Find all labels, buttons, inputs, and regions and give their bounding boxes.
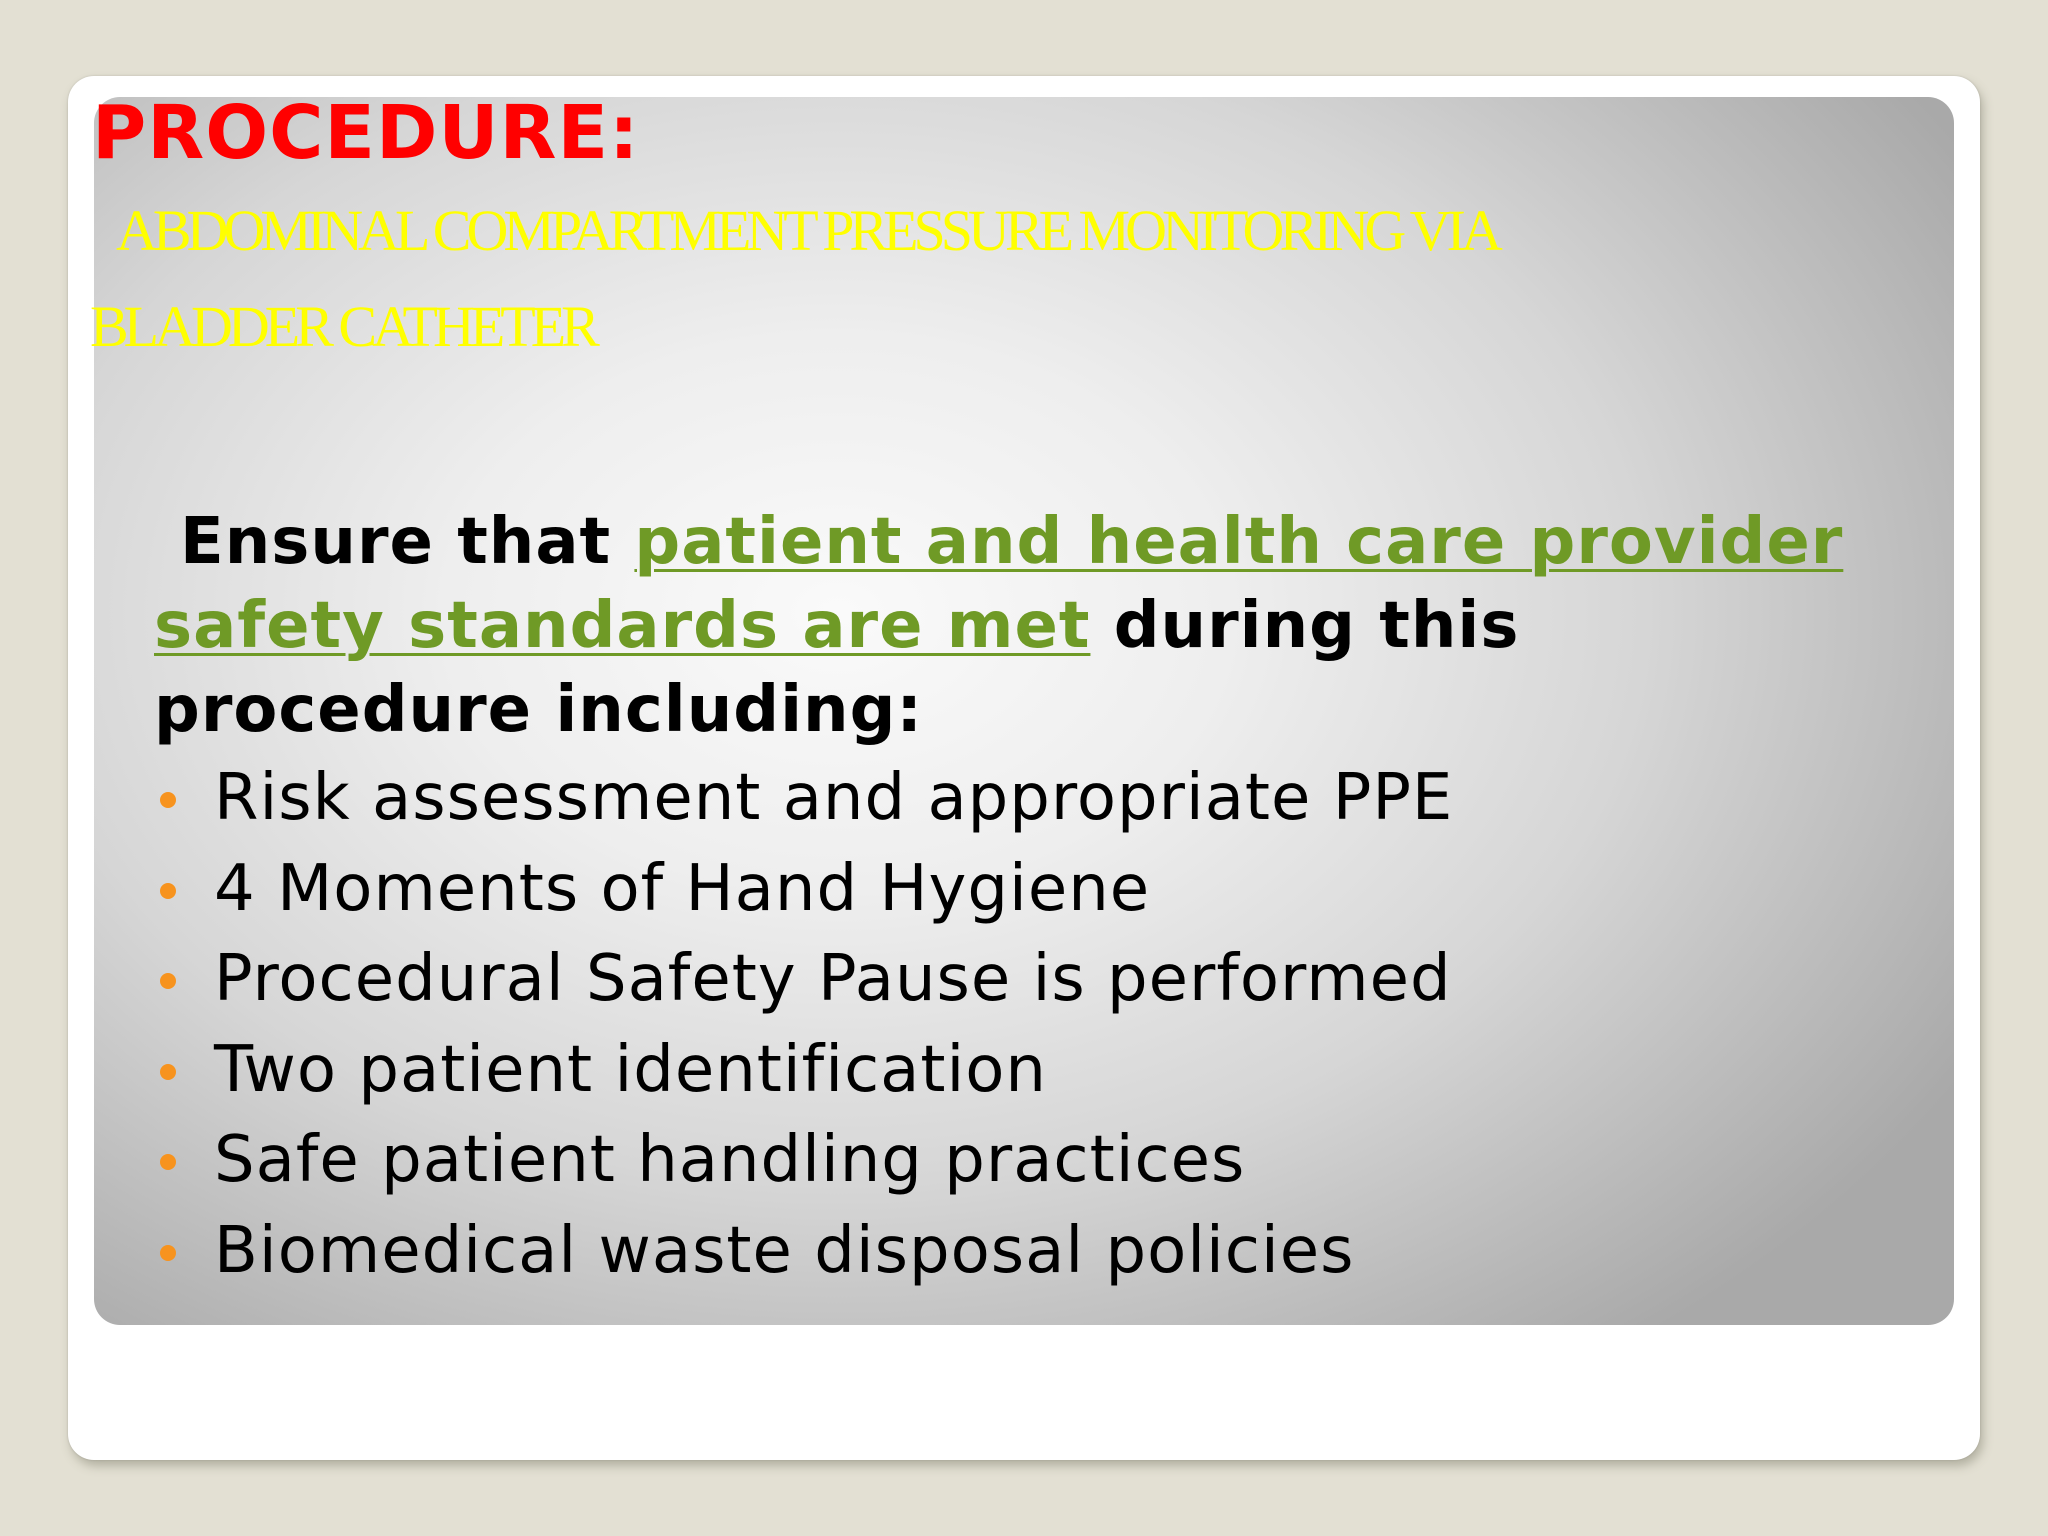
bullet-dot-icon [160, 973, 176, 989]
intro-lead: Ensure that [180, 505, 635, 579]
bullet-item [154, 937, 1453, 1028]
bullet-item [154, 1028, 1453, 1119]
bullet-dot-icon [160, 792, 176, 808]
bullet-item [154, 847, 1453, 938]
bullet-item [154, 1118, 1453, 1209]
bullet-item [154, 1209, 1453, 1300]
bullet-text: Safe patient handling practices [214, 1123, 1246, 1197]
bullet-list [154, 756, 1453, 1299]
slide-title: PROCEDURE: [92, 90, 640, 176]
bullet-text: Two patient identification [214, 1032, 1047, 1107]
bullet-text: Biomedical waste disposal policies [214, 1213, 1355, 1288]
bullet-text: Procedural Safety Pause is performed [214, 942, 1452, 1016]
subtitle-line-1: ABDOMINAL COMPARTMENT PRESSURE MONITORING VIA [116, 198, 1498, 263]
bullet-text: Risk assessment and appropriate PPE [214, 761, 1454, 835]
bullet-text: 4 Moments of Hand Hygiene [214, 851, 1151, 926]
bullet-dot-icon [160, 1064, 176, 1080]
bullet-item [154, 756, 1453, 847]
intro-paragraph [154, 500, 1914, 752]
bullet-dot-icon [160, 1154, 176, 1170]
intro-highlight-link[interactable]: patient and health care provider safety standards are met [154, 505, 1844, 663]
intro-tail: during this procedure including: [154, 589, 1520, 747]
bullet-dot-icon [160, 883, 176, 899]
subtitle-line-2: BLADDER CATHETER [90, 294, 595, 359]
bullet-dot-icon [160, 1245, 176, 1261]
